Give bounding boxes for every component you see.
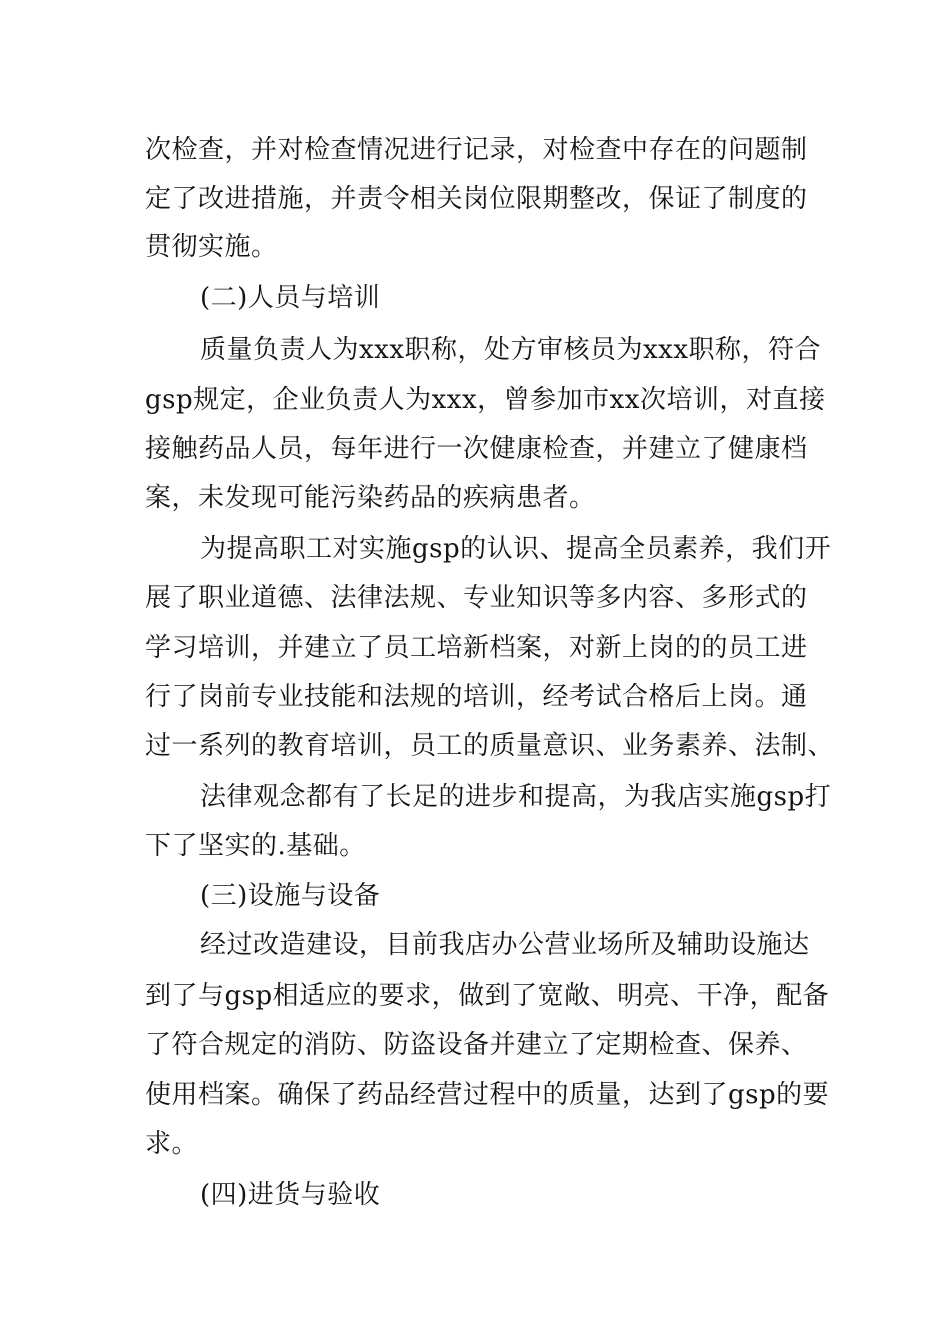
text-line: 经过改造建设，目前我店办公营业场所及辅助设施达: [200, 930, 810, 960]
text-line: gsp规定，企业负责人为xxx，曾参加市xx次培训，对直接: [145, 385, 826, 415]
text-line: 贯彻实施。: [145, 232, 278, 262]
text-line: 了符合规定的消防、防盗设备并建立了定期检查、保养、: [145, 1030, 808, 1060]
text-line: 下了坚实的.基础。: [145, 831, 366, 861]
text-line: 为提高职工对实施gsp的认识、提高全员素养，我们开: [200, 534, 832, 564]
text-line: 案，未发现可能污染药品的疾病患者。: [145, 483, 596, 513]
text-line: 质量负责人为xxx职称，处方审核员为xxx职称，符合: [200, 335, 821, 365]
text-line: 过一系列的教育培训，员工的质量意识、业务素养、法制、: [145, 731, 835, 761]
text-line: 行了岗前专业技能和法规的培训，经考试合格后上岗。通: [145, 682, 808, 712]
text-line: 定了改进措施，并责令相关岗位限期整改，保证了制度的: [145, 184, 808, 214]
text-line: 展了职业道德、法律法规、专业知识等多内容、多形式的: [145, 583, 808, 613]
text-line: 法律观念都有了长足的进步和提高，为我店实施gsp打: [200, 782, 832, 812]
section-heading: (三)设施与设备: [200, 881, 381, 911]
text-line: 学习培训，并建立了员工培新档案，对新上岗的的员工进: [145, 633, 808, 663]
text-line: 到了与gsp相适应的要求，做到了宽敞、明亮、干净，配备: [145, 981, 830, 1011]
text-line: 次检查，并对检查情况进行记录，对检查中存在的问题制: [145, 135, 808, 165]
text-line: 使用档案。确保了药品经营过程中的质量，达到了gsp的要: [145, 1080, 830, 1110]
text-line: 接触药品人员，每年进行一次健康检查，并建立了健康档: [145, 434, 808, 464]
section-heading: (四)进货与验收: [200, 1180, 381, 1210]
text-line: 求。: [145, 1129, 199, 1159]
section-heading: (二)人员与培训: [200, 283, 381, 313]
